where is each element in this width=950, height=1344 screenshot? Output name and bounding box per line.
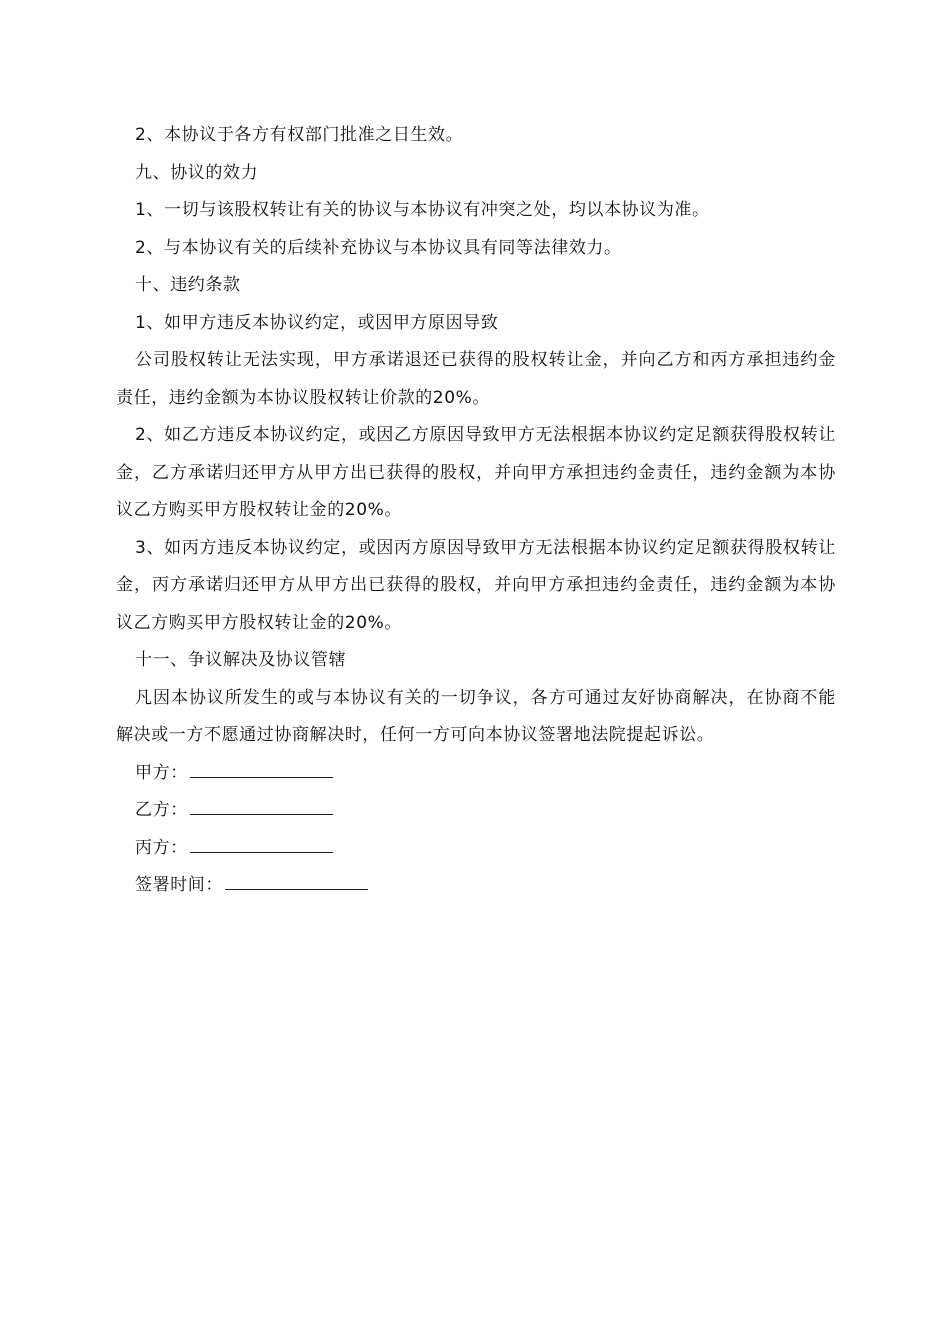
signature-date	[116, 867, 836, 905]
clause-dispute: 凡因本协议所发生的或与本协议有关的一切争议，各方可通过友好协商解决，在协商不能解决或一方不愿通过协商解决时，任何一方可向本协议签署地法院提起诉讼。	[116, 687, 836, 745]
signature-party-a-label: 甲方：	[135, 762, 188, 783]
clause-breach-2: 2、如乙方违反本协议约定，或因乙方原因导致甲方无法根据本协议约定足额获得股权转让金，乙方承诺归还甲方从甲方出已获得的股权，并向甲方承担违约金责任，违约金额为本协议乙方购买甲方股权转让金的20%。	[116, 425, 836, 520]
clause-validity-2: 2、与本协议有关的后续补充协议与本协议具有同等法律效力。	[135, 237, 622, 258]
signature-party-a	[116, 755, 836, 793]
clause-breach-1-body: 公司股权转让无法实现，甲方承诺退还已获得的股权转让金，并向乙方和丙方承担违约金责任，违约金额为本协议股权转让价款的20%。	[116, 350, 836, 408]
section-heading-breach: 十、违约条款	[135, 275, 241, 295]
signature-party-c	[116, 830, 836, 868]
signature-date-blank	[225, 888, 368, 890]
signature-party-c-label: 丙方：	[135, 837, 188, 858]
clause-breach-3: 3、如丙方违反本协议约定，或因丙方原因导致甲方无法根据本协议约定足额获得股权转让金，丙方承诺归还甲方从甲方出已获得的股权，并向甲方承担违约金责任，违约金额为本协议乙方购买甲方股权转让金的20%。	[116, 537, 836, 633]
signature-party-b-blank	[190, 813, 333, 815]
signature-party-b-label: 乙方：	[135, 800, 188, 820]
signature-date-label: 签署时间：	[135, 875, 223, 895]
signature-party-b	[116, 792, 836, 830]
clause-validity-1: 1、一切与该股权转让有关的协议与本协议有冲突之处，均以本协议为准。	[135, 200, 710, 220]
signature-party-c-blank	[190, 851, 333, 853]
document-body	[116, 117, 836, 905]
section-heading-validity: 九、协议的效力	[135, 162, 259, 183]
signature-party-a-blank	[190, 776, 333, 778]
clause-effective-date: 2、本协议于各方有权部门批准之日生效。	[135, 125, 464, 145]
clause-breach-1-lead: 1、如甲方违反本协议约定，或因甲方原因导致	[135, 312, 499, 333]
section-heading-dispute: 十一、争议解决及协议管辖	[135, 650, 347, 670]
